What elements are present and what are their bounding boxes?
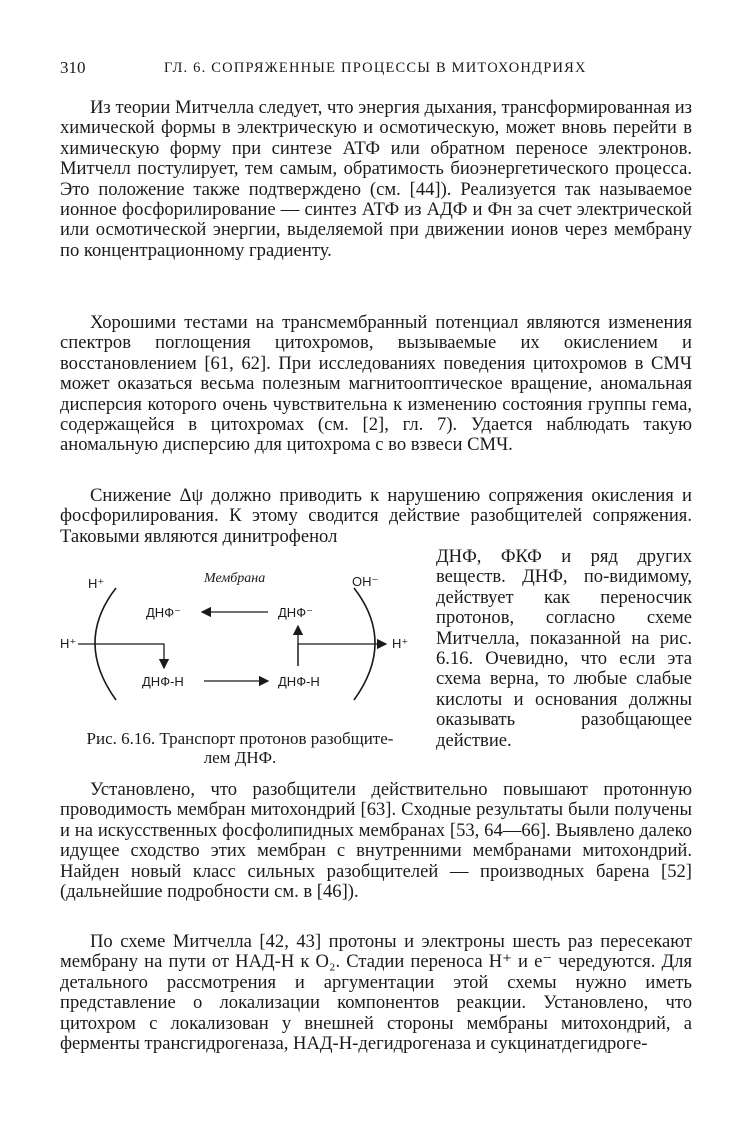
arrow-h-plus-in xyxy=(78,644,164,668)
proton-transport-diagram xyxy=(56,562,422,712)
caption-line-1: Рис. 6.16. Транспорт протонов разобщите- xyxy=(86,729,394,748)
paragraph-3-intro: Снижение Δψ должно приводить к нарушению сопряжения окисления и фосфорилирования. К этому сводится действие разобщителей сопряжения. Таковыми являются динитрофенол xyxy=(60,485,692,547)
label-dnf-h-right: ДНФ-H xyxy=(278,674,320,689)
label-membrane: Мембрана xyxy=(204,571,266,586)
figure-6-16 xyxy=(56,562,422,712)
running-head: ГЛ. 6. СОПРЯЖЕННЫЕ ПРОЦЕССЫ В МИТОХОНДРИЯХ xyxy=(164,60,587,76)
label-dnf-anion-left: ДНФ⁻ xyxy=(146,605,181,620)
caption-line-2: лем ДНФ. xyxy=(203,748,277,767)
paragraph-2: Хорошими тестами на трансмембранный потенциал являются изменения спектров поглощения цитохромов, вызываемые их окислением и восстановлением [61, 62]. При исследованиях поведения цитохромов в СМЧ может оказаться весьма полезным магнитооптическое вращение, аномальная дисперсия которого очень чувствительна к изменению состояния группы гема, содержащейся в цитохромах (см. [2], гл. 7). Удается наблюдать такую аномальную дисперсию для цитохрома c во взвеси СМЧ. xyxy=(60,312,692,456)
label-h-plus-left: H⁺ xyxy=(60,636,77,651)
page-number: 310 xyxy=(60,58,86,77)
label-dnf-h-left: ДНФ-H xyxy=(142,674,184,689)
paragraph-4: Установлено, что разобщители действительно повышают протонную проводимость мембран митохондрий [63]. Сходные результаты были получены и на искусственных фосфолипидных мембранах [53, 64—66]. Выявлено далеко идущее сходство этих мембран с внутренними мембранами митохондрий. Найден новый класс сильных разобщителей — производных барена [52] (дальнейшие подробности см. в [46]). xyxy=(60,779,692,903)
paragraph-1: Из теории Митчелла следует, что энергия дыхания, трансформированная из химической формы в электрическую и осмотическую, может вновь перейти в химическую форму при синтезе АТФ или обратном переносе электронов. Митчелл постулирует, тем самым, обратимость биоэнергетического процесса. Это положение также подтверждено (см. [44]). Реализуется так называемое ионное фосфорилирование — синтез АТФ из АДФ и Фн за счет электрической или осмотической энергии, выделяемой при движении ионов через мембрану по концентрационному градиенту. xyxy=(60,97,692,261)
label-oh-minus-top-right: OH⁻ xyxy=(352,574,379,589)
paragraph-3-side-column: ДНФ, ФКФ и ряд других веществ. ДНФ, по-видимому, действует как переносчик протонов, согласно схеме Митчелла, показанной на рис. 6.16. Очевидно, что если эта схема верна, то любые слабые кислоты и основания должны оказывать разобщающее действие. xyxy=(436,546,692,751)
paragraph-5: По схеме Митчелла [42, 43] протоны и электроны шесть раз пересекают мембрану на пути от НАД-Н к O₂. Стадии переноса H⁺ и e⁻ чередуются. Для детального рассмотрения и аргументации этой схемы нужно иметь представление о локализации компонентов реакции. Установлено, что цитохром c локализован у внешней стороны мембраны митохондрий, а ферменты трансгидрогеназа, НАД-Н-дегидрогеназа и сукцинатдегидроге- xyxy=(60,931,692,1055)
label-dnf-anion-right: ДНФ⁻ xyxy=(278,605,313,620)
label-h-plus-top-left: H⁺ xyxy=(88,576,105,591)
label-h-plus-right: H⁺ xyxy=(392,636,409,651)
page-header xyxy=(60,56,692,80)
figure-caption xyxy=(60,729,420,767)
